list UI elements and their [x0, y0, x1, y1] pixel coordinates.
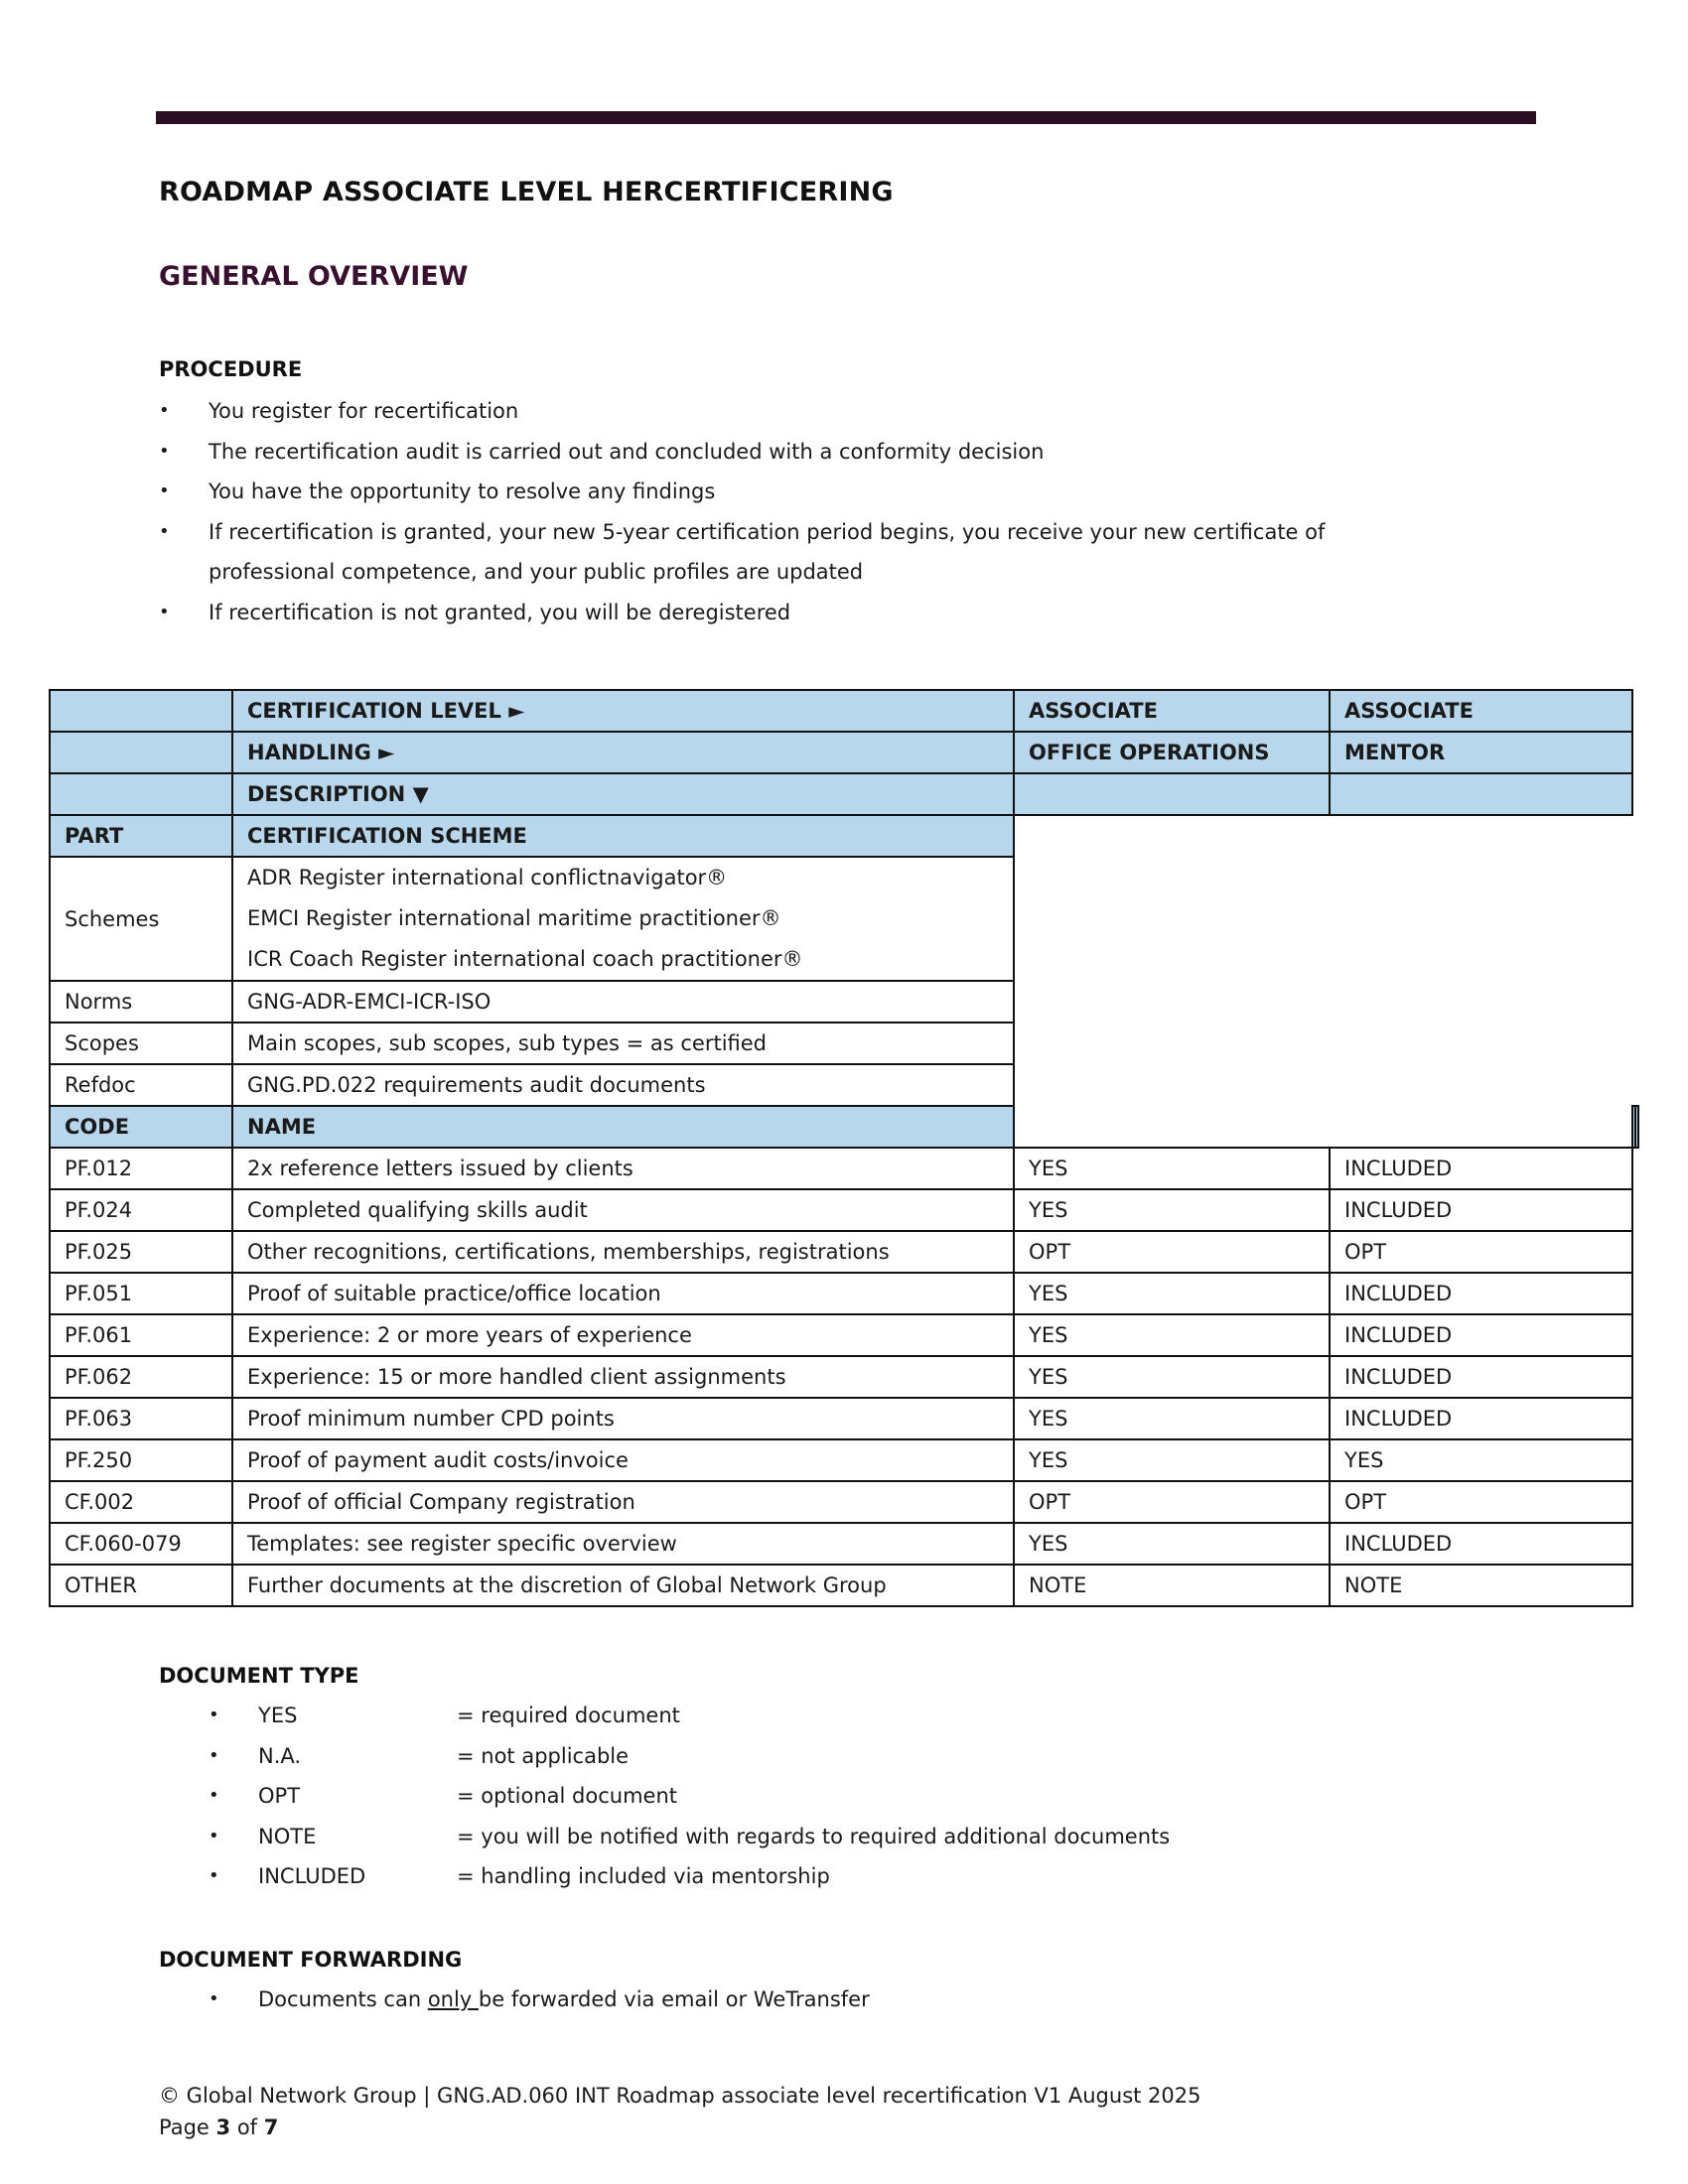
table-row — [50, 1231, 1638, 1273]
table-row — [50, 1439, 1638, 1481]
table-row — [50, 1481, 1638, 1523]
table-cell: OPT — [1014, 1481, 1330, 1523]
table-cell: INCLUDED — [1330, 1398, 1632, 1439]
table-cell: Templates: see register specific overview — [232, 1523, 1014, 1565]
table-cell: INCLUDED — [1330, 1148, 1632, 1189]
scheme-line: ADR Register international conflictnavigator® — [247, 866, 728, 889]
table-cell — [232, 857, 1014, 981]
forwarding-list — [209, 1979, 1499, 2020]
list-item: • If recertification is not granted, you will be deregistered — [159, 593, 1450, 633]
table-cell: NOTE — [1330, 1565, 1632, 1606]
header-cell: ASSOCIATE — [1014, 690, 1330, 732]
table-row — [50, 1148, 1638, 1189]
top-divider-bar — [156, 111, 1536, 124]
table-header-row — [50, 690, 1638, 732]
part-header-row — [50, 815, 1638, 857]
doctype-key: INCLUDED — [258, 1864, 366, 1888]
header-cell: DESCRIPTION ▼ — [232, 773, 1014, 815]
list-item — [209, 1817, 1499, 1857]
table-cell: YES — [1330, 1439, 1632, 1481]
header-cell: CODE — [50, 1106, 232, 1148]
page-number: 3 — [215, 2116, 231, 2139]
table-cell: YES — [1014, 1356, 1330, 1398]
table-row — [50, 1523, 1638, 1565]
table-cell: Proof of payment audit costs/invoice — [232, 1439, 1014, 1481]
list-item — [209, 1979, 1499, 2020]
table-cell: Refdoc — [50, 1064, 232, 1106]
header-cell — [50, 773, 232, 815]
page-title: ROADMAP ASSOCIATE LEVEL HERCERTIFICERING — [159, 177, 894, 207]
table-cell: Completed qualifying skills audit — [232, 1189, 1014, 1231]
table-cell: YES — [1014, 1398, 1330, 1439]
table-cell: YES — [1014, 1189, 1330, 1231]
doctype-key: N.A. — [258, 1743, 302, 1768]
list-item — [209, 1856, 1499, 1897]
header-cell: OFFICE OPERATIONS — [1014, 732, 1330, 773]
page-word: Page — [159, 2116, 216, 2139]
table-cell: OPT — [1330, 1231, 1632, 1273]
forwarding-emphasis: only — [427, 1987, 479, 2011]
table-cell: YES — [1014, 1439, 1330, 1481]
doctype-desc: = required document — [457, 1704, 680, 1727]
procedure-list — [159, 391, 1450, 632]
table-cell: OPT — [1014, 1231, 1330, 1273]
table-cell: Norms — [50, 981, 232, 1023]
table-row — [50, 1398, 1638, 1439]
table-cell: INCLUDED — [1330, 1356, 1632, 1398]
table-header-row — [50, 732, 1638, 773]
list-item: • You register for recertification — [159, 391, 1450, 432]
table-cell: CF.060-079 — [50, 1523, 232, 1565]
header-cell: CERTIFICATION SCHEME — [232, 815, 1014, 857]
list-item — [209, 1696, 1499, 1736]
table-cell: YES — [1014, 1523, 1330, 1565]
table-cell: Proof of official Company registration — [232, 1481, 1014, 1523]
page-subtitle: GENERAL OVERVIEW — [159, 261, 469, 292]
table-cell: YES — [1014, 1314, 1330, 1356]
header-cell — [1635, 1106, 1638, 1148]
forwarding-heading: DOCUMENT FORWARDING — [159, 1948, 463, 1972]
requirements-table — [49, 689, 1639, 1607]
table-cell: 2x reference letters issued by clients — [232, 1148, 1014, 1189]
doctype-key: OPT — [258, 1784, 301, 1808]
page-indicator — [159, 2112, 1201, 2143]
doctype-desc: = optional document — [457, 1784, 678, 1808]
header-cell: HANDLING ► — [232, 732, 1014, 773]
header-cell: NAME — [232, 1106, 1014, 1148]
table-cell: YES — [1014, 1273, 1330, 1314]
doctype-desc: = you will be notified with regards to required additional documents — [457, 1824, 1171, 1848]
table-cell: PF.250 — [50, 1439, 232, 1481]
table-cell: INCLUDED — [1330, 1189, 1632, 1231]
table-row — [50, 1356, 1638, 1398]
table-cell: GNG.PD.022 requirements audit documents — [232, 1064, 1014, 1106]
blank-area — [1014, 815, 1632, 1148]
header-cell: PART — [50, 815, 232, 857]
table-cell: OPT — [1330, 1481, 1632, 1523]
header-cell — [1014, 773, 1330, 815]
list-item — [209, 1776, 1499, 1817]
table-row — [50, 1565, 1638, 1606]
footer-copyright: © Global Network Group | GNG.AD.060 INT Roadmap associate level recertification V1 August 2025 — [159, 2084, 1201, 2108]
doctype-heading: DOCUMENT TYPE — [159, 1664, 359, 1688]
table-cell: Proof minimum number CPD points — [232, 1398, 1014, 1439]
list-item: • The recertification audit is carried out and concluded with a conformity decision — [159, 432, 1450, 473]
table-cell: Experience: 2 or more years of experience — [232, 1314, 1014, 1356]
doctype-key: NOTE — [258, 1824, 317, 1848]
table-cell: OTHER — [50, 1565, 232, 1606]
list-item: • If recertification is granted, your new 5-year certification period begins, you receive your new certificate of professional competence, and your public profiles are updated — [159, 512, 1450, 593]
table-cell: Further documents at the discretion of Global Network Group — [232, 1565, 1014, 1606]
table-cell: PF.062 — [50, 1356, 232, 1398]
doctype-desc: = handling included via mentorship — [457, 1864, 830, 1888]
forwarding-text: Documents can — [258, 1987, 428, 2011]
table-header-row — [50, 773, 1638, 815]
header-cell — [50, 732, 232, 773]
header-cell: CERTIFICATION LEVEL ► — [232, 690, 1014, 732]
doctype-key: YES — [258, 1704, 298, 1727]
table-cell: INCLUDED — [1330, 1523, 1632, 1565]
scheme-line: EMCI Register international maritime practitioner® — [247, 906, 781, 930]
table-cell: PF.063 — [50, 1398, 232, 1439]
table-cell: Scopes — [50, 1023, 232, 1064]
of-word: of — [230, 2116, 264, 2139]
scheme-line: ICR Coach Register international coach practitioner® — [247, 947, 803, 971]
table-cell: PF.012 — [50, 1148, 232, 1189]
table-cell: Proof of suitable practice/office location — [232, 1273, 1014, 1314]
header-cell — [50, 690, 232, 732]
table-row — [50, 1189, 1638, 1231]
list-item — [209, 1736, 1499, 1777]
table-cell: Experience: 15 or more handled client assignments — [232, 1356, 1014, 1398]
header-cell — [1330, 773, 1632, 815]
table-cell: PF.051 — [50, 1273, 232, 1314]
procedure-heading: PROCEDURE — [159, 357, 303, 381]
table-cell: PF.024 — [50, 1189, 232, 1231]
doctype-desc: = not applicable — [457, 1743, 630, 1768]
table-cell: INCLUDED — [1330, 1273, 1632, 1314]
table-cell: INCLUDED — [1330, 1314, 1632, 1356]
forwarding-text: be forwarded via email or WeTransfer — [478, 1987, 870, 2011]
header-cell: ASSOCIATE — [1330, 690, 1632, 732]
doctype-list — [209, 1696, 1499, 1897]
page-footer — [159, 2080, 1201, 2143]
header-cell: MENTOR — [1330, 732, 1632, 773]
table-cell: Main scopes, sub scopes, sub types = as certified — [232, 1023, 1014, 1064]
table-row — [50, 1314, 1638, 1356]
table-cell: Schemes — [50, 857, 232, 981]
table-cell: PF.025 — [50, 1231, 232, 1273]
table-cell: Other recognitions, certifications, memberships, registrations — [232, 1231, 1014, 1273]
table-cell: CF.002 — [50, 1481, 232, 1523]
table-cell: YES — [1014, 1148, 1330, 1189]
table-cell: GNG-ADR-EMCI-ICR-ISO — [232, 981, 1014, 1023]
page-total: 7 — [263, 2116, 279, 2139]
table-cell: NOTE — [1014, 1565, 1330, 1606]
table-row — [50, 1273, 1638, 1314]
list-item: • You have the opportunity to resolve any findings — [159, 472, 1450, 512]
table-cell: PF.061 — [50, 1314, 232, 1356]
document-rows — [50, 1148, 1638, 1606]
